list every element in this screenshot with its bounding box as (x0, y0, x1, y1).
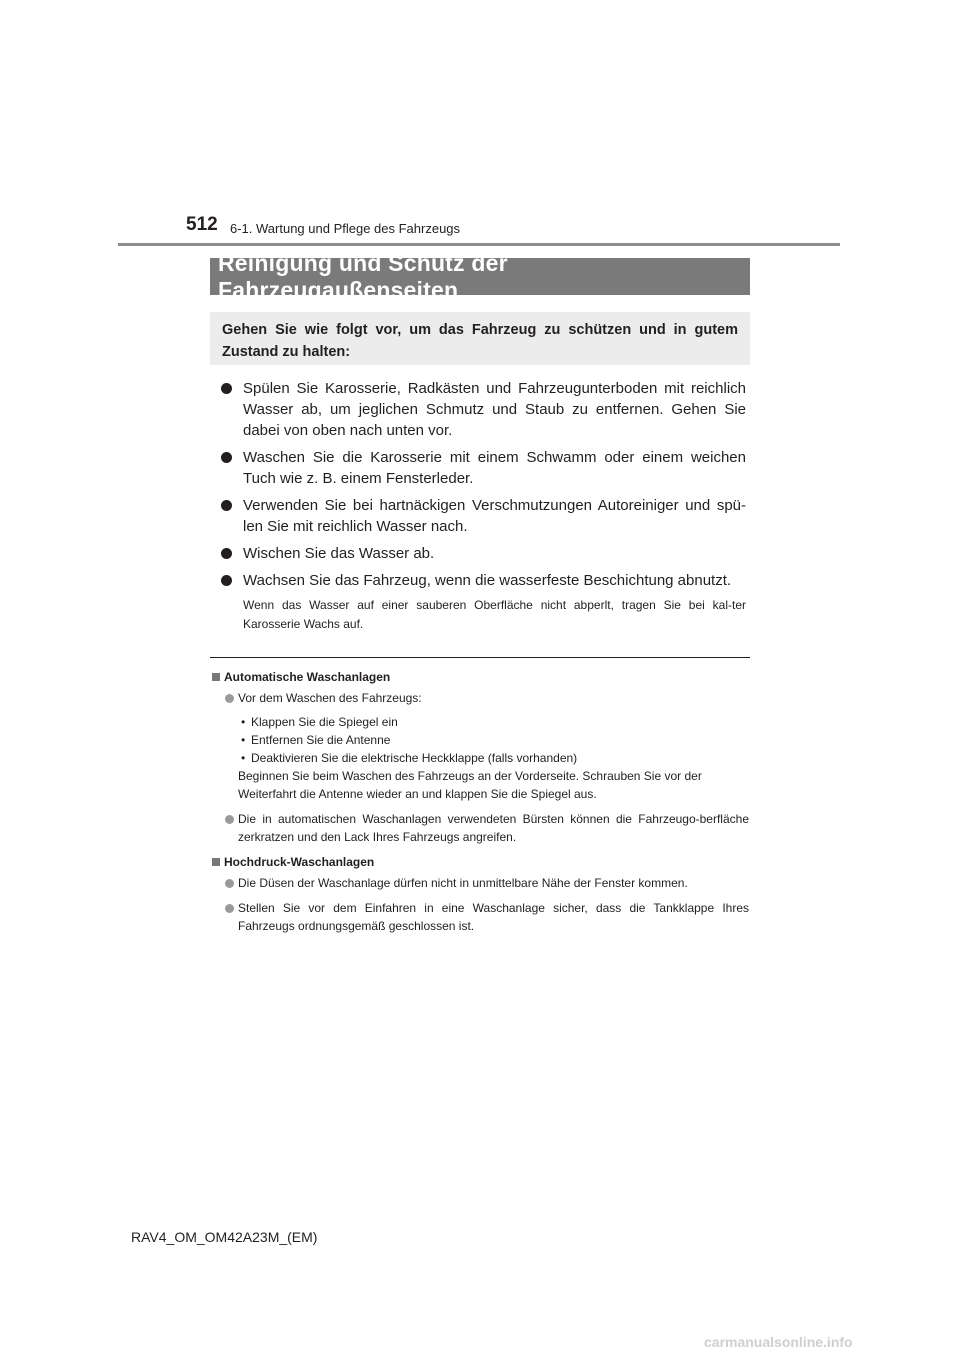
sub-item (212, 749, 749, 767)
list-item (220, 570, 746, 591)
note-item (212, 689, 749, 707)
list-item-text: Wachsen Sie das Fahrzeug, wenn die wasserfeste Beschichtung abnutzt. (243, 572, 732, 589)
note-item-text: Stellen Sie vor dem Einfahren in eine Waschanlage sicher, dass die Tankklappe Ihres Fahrzeugs ordnungsgemäß geschlossen ist. (238, 901, 749, 933)
bullet-dot-icon (225, 694, 234, 703)
list-item (220, 495, 746, 537)
note-item (212, 810, 749, 846)
notes-block (212, 668, 749, 939)
section-heading-text: Hochdruck-Waschanlagen (224, 855, 375, 869)
list-item-text: Spülen Sie Karosserie, Radkästen und Fahrzeugunterboden mit reichlich Wasser ab, um jeglichen Schmutz und Staub zu entfernen. Gehen Sie dabei von oben nach unten vor. (243, 380, 746, 439)
list-item-text: Wischen Sie das Wasser ab. (243, 545, 435, 562)
page-number: 512 (186, 214, 218, 235)
footer-code: RAV4_OM_OM42A23M_(EM) (131, 1229, 318, 1245)
sub-bullet-icon: • (241, 733, 246, 747)
note-item-text: Die Düsen der Waschanlage dürfen nicht in unmittelbare Nähe der Fenster kommen. (238, 876, 688, 890)
section-divider (210, 657, 750, 658)
bullet-dot-icon (221, 575, 232, 586)
bullet-dot-icon (225, 815, 234, 824)
bullet-dot-icon (221, 452, 232, 463)
list-item (220, 543, 746, 564)
bullet-dot-icon (225, 879, 234, 888)
note-item (212, 874, 749, 892)
bullet-dot-icon (221, 383, 232, 394)
bullet-list (220, 378, 746, 597)
section-heading-pressure (212, 853, 749, 871)
square-bullet-icon (212, 858, 220, 866)
sub-item (212, 713, 749, 731)
bullet-dot-icon (221, 500, 232, 511)
chapter-label: 6-1. Wartung und Pflege des Fahrzeugs (230, 221, 461, 236)
bullet-dot-icon (221, 548, 232, 559)
header-rule (118, 243, 840, 246)
page-title: Reinigung und Schutz der Fahrzeugaußenseiten (218, 249, 508, 303)
watermark: carmanualsonline.info (704, 1334, 853, 1350)
wax-note: Wenn das Wasser auf einer sauberen Oberfläche nicht abperlt, tragen Sie bei kal-ter Karosserie Wachs auf. (243, 598, 746, 631)
intro-text: Gehen Sie wie folgt vor, um das Fahrzeug zu schützen und in gutem Zustand zu halten: (222, 322, 738, 360)
sub-item-text: Deaktivieren Sie die elektrische Heckklappe (falls vorhanden) (251, 751, 578, 765)
section-heading-text: Automatische Waschanlagen (224, 670, 391, 684)
list-item-text: Waschen Sie die Karosserie mit einem Schwamm oder einem weichen Tuch wie z. B. einem Fensterleder. (243, 449, 746, 487)
sub-bullet-icon: • (241, 715, 246, 729)
sub-item-text: Klappen Sie die Spiegel ein (251, 715, 398, 729)
sub-bullet-icon: • (241, 751, 246, 765)
list-item (220, 378, 746, 441)
square-bullet-icon (212, 673, 220, 681)
note-item-text: Vor dem Waschen des Fahrzeugs: (238, 691, 422, 705)
section-heading-automatic (212, 668, 749, 686)
sub-item (212, 731, 749, 749)
list-item-text: Verwenden Sie bei hartnäckigen Verschmutzungen Autoreiniger und spü-len Sie mit reichlich Wasser nach. (243, 497, 746, 535)
bullet-dot-icon (225, 904, 234, 913)
note-item-text: Die in automatischen Waschanlagen verwendeten Bürsten können die Fahrzeugo-berfläche zerkratzen und den Lack Ihres Fahrzeugs angreifen. (238, 812, 749, 844)
sub-item-text: Entfernen Sie die Antenne (251, 733, 391, 747)
continuation-text: Beginnen Sie beim Waschen des Fahrzeugs an der Vorderseite. Schrauben Sie vor der Weiterfahrt die Antenne wieder an und klappen Sie die Spiegel aus. (238, 769, 702, 801)
note-item (212, 899, 749, 935)
section-title-banner (210, 249, 750, 303)
intro-box (210, 312, 750, 365)
list-item (220, 447, 746, 489)
